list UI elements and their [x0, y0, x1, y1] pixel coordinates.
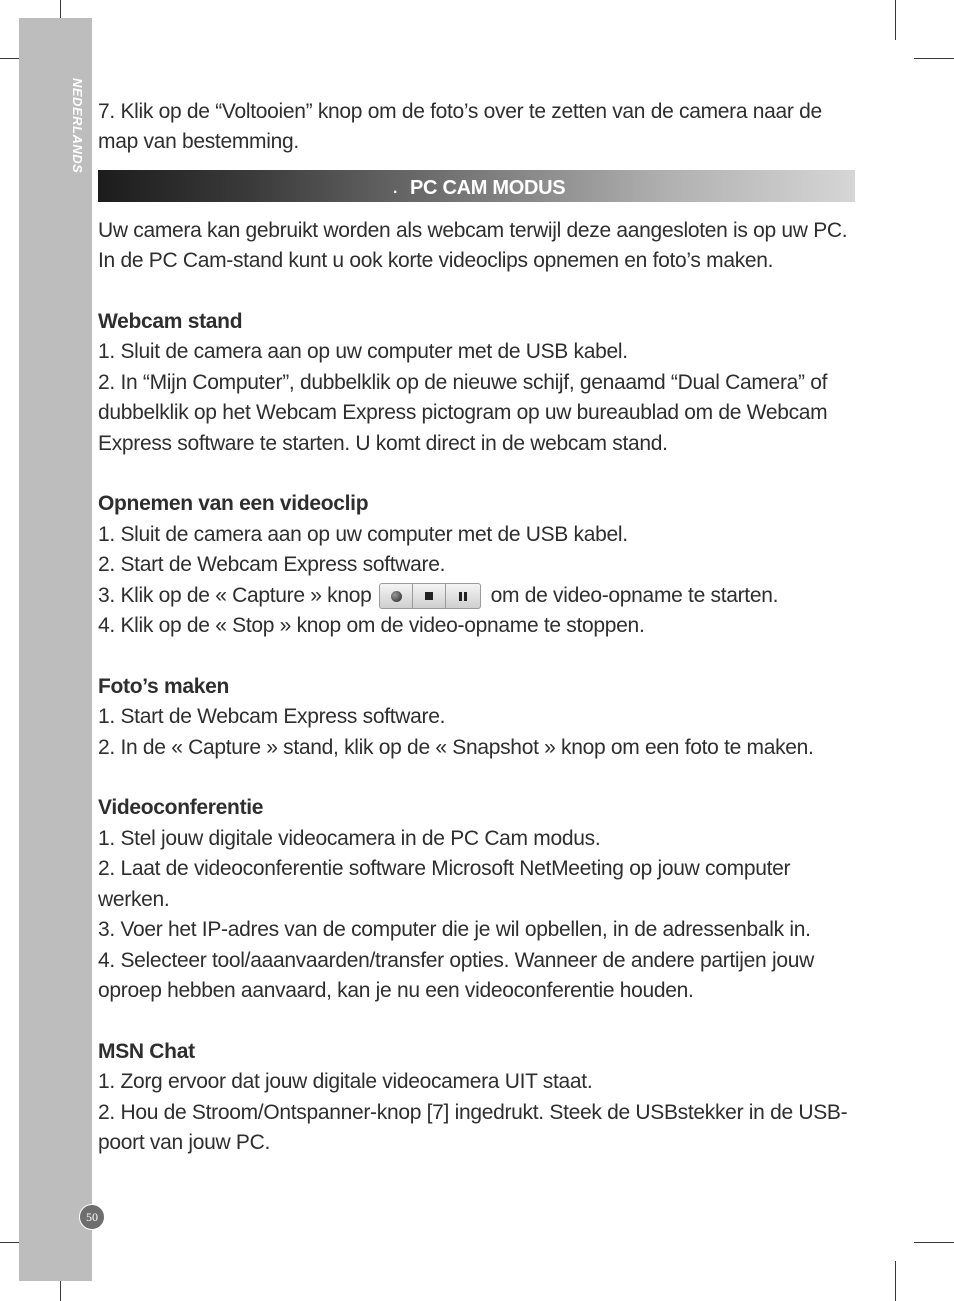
intro-step: 7. Klik op de “Voltooien” knop om de foto’s over te zetten van de camera naar de map van bestemming. — [98, 100, 822, 154]
conference-step: 1. Stel jouw digitale videocamera in de PC Cam modus. — [98, 826, 601, 850]
video-step: 1. Sluit de camera aan op uw computer met de USB kabel. — [98, 522, 628, 546]
video-step3-text: 3. Klik op de « Capture » knop — [98, 583, 372, 607]
msn-step: 2. Hou de Stroom/Ontspanner-knop [7] ingedrukt. Steek de USBstekker in de USB-poort van jouw PC. — [98, 1100, 848, 1154]
photos-heading: Foto’s maken — [98, 674, 229, 698]
crop-mark — [914, 58, 954, 59]
video-step — [98, 581, 858, 611]
crop-mark — [895, 0, 896, 40]
section-banner — [98, 170, 855, 202]
video-heading: Opnemen van een videoclip — [98, 492, 369, 516]
video-step: 2. Start de Webcam Express software. — [98, 553, 446, 577]
webcam-step: 2. In “Mijn Computer”, dubbelklik op de nieuwe schijf, genaamd “Dual Camera” of dubbelklik op het Webcam Express pictogram op uw bureaublad om de Webcam Express software te starten. U komt direct in de webcam stand. — [98, 370, 828, 455]
conference-step: 4. Selecteer tool/aaanvaarden/transfer opties. Wanneer de andere partijen jouw oproep hebben aanvaard, kan je nu een videoconferentie houden. — [98, 948, 814, 1002]
pause-icon — [446, 584, 480, 608]
webcam-step: 1. Sluit de camera aan op uw computer met de USB kabel. — [98, 340, 628, 364]
sidebar-band — [19, 18, 92, 1281]
capture-button-group — [379, 583, 481, 609]
section-title: PC CAM MODUS — [410, 176, 566, 199]
page-number: 50 — [79, 1204, 105, 1230]
intro-line: In de PC Cam-stand kunt u ook korte videoclips opnemen en foto’s maken. — [98, 249, 774, 273]
crop-mark — [895, 1261, 896, 1301]
msn-step: 1. Zorg ervoor dat jouw digitale videocamera UIT staat. — [98, 1070, 593, 1094]
record-icon — [380, 584, 413, 608]
conference-heading: Videoconferentie — [98, 796, 264, 820]
section-marker: . — [393, 179, 398, 197]
intro-line: Uw camera kan gebruikt worden als webcam terwijl deze aangesloten is op uw PC. — [98, 218, 848, 242]
msn-heading: MSN Chat — [98, 1039, 195, 1063]
webcam-heading: Webcam stand — [98, 310, 243, 334]
conference-step: 2. Laat de videoconferentie software Microsoft NetMeeting op jouw computer werken. — [98, 857, 791, 911]
page-content — [98, 97, 858, 1158]
conference-step: 3. Voer het IP-adres van de computer die je wil opbellen, in de adressenbalk in. — [98, 918, 811, 942]
photos-step: 2. In de « Capture » stand, klik op de « Snapshot » knop om een foto te maken. — [98, 735, 814, 759]
language-tab-label: NEDERLANDS — [70, 78, 85, 174]
stop-icon — [413, 584, 446, 608]
photos-step: 1. Start de Webcam Express software. — [98, 705, 446, 729]
video-step3-text: om de video-opname te starten. — [490, 583, 779, 607]
video-step: 4. Klik op de « Stop » knop om de video-opname te stoppen. — [98, 614, 645, 638]
crop-mark — [914, 1242, 954, 1243]
